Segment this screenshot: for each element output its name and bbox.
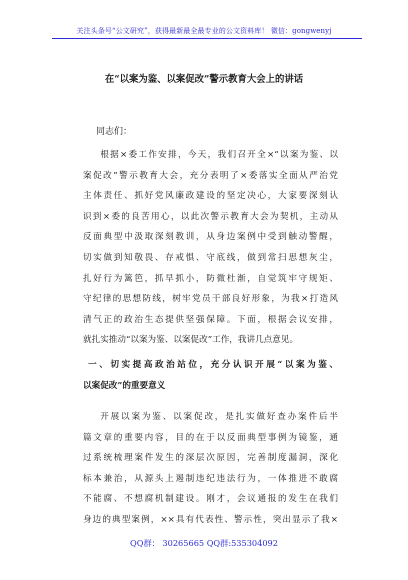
paragraph-line: 标本兼治，从源头上遏制违纪违法行为，一体推进不敢腐 [83,473,338,484]
paragraph-line: 扎好行为篱笆，抓早抓小，防微杜渐，自觉筑牢守规矩、 [83,273,338,284]
paragraph-line: 守纪律的思想防线，树牢党员干部良好形象，为我×打造风 [83,294,338,305]
header-divider [52,38,362,39]
paragraph-line: 不能腐、不想腐机制建设。刚才，会议通报的发生在我们 [83,494,338,505]
paragraph-line: 案促改”警示教育大会，充分表明了×委落实全面从严治党 [83,170,338,181]
heading-line: 一、切实提高政治站位，充分认识开展“以案为鉴、 [88,360,338,370]
paragraph-line: 主体责任、抓好党风廉政建设的坚定决心，大家要深刻认 [83,191,338,202]
salutation: 同志们： [96,127,133,137]
footer-note: QQ群： 30265665 QQ群:535304092 [130,538,278,548]
paragraph-line: 切实做到知敬畏、存戒惧、守底线，做到常扫思想灰尘， [83,252,338,263]
paragraph-line: 身边的典型案例，××具有代表性、警示性，突出显示了我× [83,514,338,525]
paragraph-2 [83,407,338,531]
paragraph-line: 清气正的政治生态提供坚强保障。下面，根据会议安排， [83,314,338,325]
section-heading-1 [83,355,338,396]
paragraph-line: 就扎实推动“以案为鉴、以案促改”工作，我讲几点意见。 [83,335,299,346]
heading-line: 以案促改”的重要意义 [83,380,166,391]
paragraph-1 [83,145,338,351]
header-note: 关注头条号“公文研究”，获得最新最全最专业的公文资料库！ 微信：gongwenyj [76,27,332,35]
document-title: 在“以案为鉴、以案促改”警示教育大会上的讲话 [104,74,304,85]
paragraph-line: 篇文章的重要内容，目的在于以反面典型事例为镜鉴，通 [83,432,338,443]
paragraph-line: 开展以案为鉴、以案促改，是扎实做好查办案件后半 [100,412,338,422]
paragraph-line: 识到×委的良苦用心，以此次警示教育大会为契机，主动从 [83,211,338,222]
paragraph-line: 反面典型中汲取深刻教训，从身边案例中受到触动警醒， [83,232,338,243]
paragraph-line: 过系统梳理案件发生的深层次原因，完善制度漏洞，深化 [83,453,338,464]
paragraph-line: 根据×委工作安排，今天，我们召开全×“以案为鉴、以 [100,150,338,160]
